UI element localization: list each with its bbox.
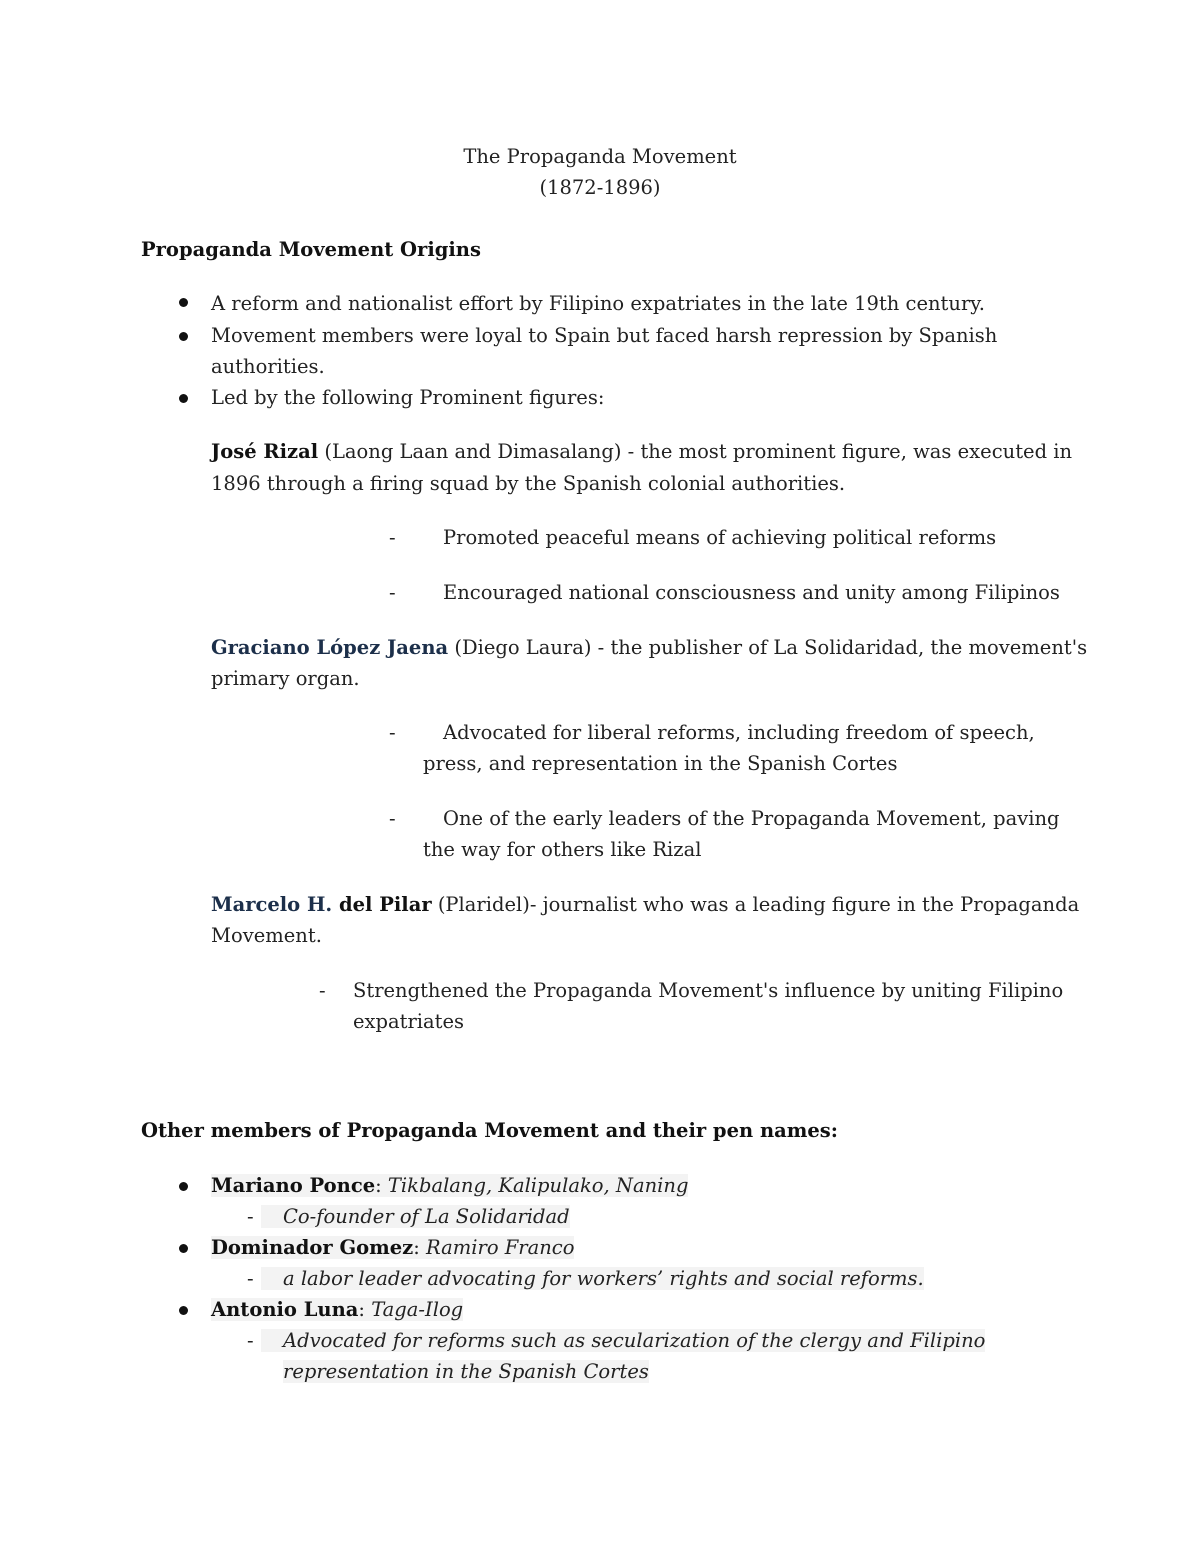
figure-jaena-line1 [211, 632, 1087, 663]
rizal-point-1: Promoted peaceful means of achieving political reforms [443, 526, 997, 549]
jaena-point-1: Advocated for liberal reforms, including freedom of speech, [443, 721, 1035, 744]
member-pen-names: Ramiro Franco [426, 1236, 575, 1259]
bullet-dot [179, 298, 188, 307]
member-note: Advocated for reforms such as secularization of the clergy and Filipino [261, 1325, 985, 1356]
member-name: Dominador Gomez [211, 1236, 414, 1259]
dash-marker: - [247, 1267, 254, 1290]
pilar-point-1: Strengthened the Propaganda Movement's influence by uniting Filipino [353, 979, 1064, 1002]
figure-jaena-name: Graciano López Jaena [211, 636, 449, 659]
section-heading-origins: Propaganda Movement Origins [141, 238, 481, 261]
dash-marker: - [389, 807, 396, 830]
rizal-point-2: Encouraged national consciousness and unity among Filipinos [443, 581, 1060, 604]
dash-marker: - [319, 979, 326, 1002]
origins-bullet-2: Movement members were loyal to Spain but faced harsh repression by Spanish [211, 324, 998, 347]
member-name: Mariano Ponce [211, 1174, 376, 1197]
pilar-point-1-cont: expatriates [353, 1010, 465, 1033]
dash-marker: - [247, 1329, 254, 1352]
dash-marker: - [389, 526, 396, 549]
figure-rizal-name: José Rizal [211, 440, 319, 463]
jaena-point-2-cont: the way for others like Rizal [423, 838, 702, 861]
member-sep: : [375, 1174, 388, 1197]
origins-bullet-3: Led by the following Prominent figures: [211, 386, 605, 409]
origins-bullet-1: A reform and nationalist effort by Filipino expatriates in the late 19th century. [211, 292, 985, 315]
member-note: Co-founder of La Solidaridad [261, 1201, 570, 1232]
dash-marker: - [389, 581, 396, 604]
figure-jaena-line2: primary organ. [211, 667, 360, 690]
bullet-dot [179, 1182, 188, 1191]
jaena-point-2: One of the early leaders of the Propaganda Movement, paving [443, 807, 1060, 830]
bullet-dot [179, 394, 188, 403]
member-pen-names: Tikbalang, Kalipulako, Naning [387, 1174, 689, 1197]
section-heading-other-members: Other members of Propaganda Movement and their pen names: [141, 1119, 838, 1142]
dash-marker: - [389, 721, 396, 744]
member-name: Antonio Luna [211, 1298, 359, 1321]
member-note: a labor leader advocating for workers’ rights and social reforms. [261, 1263, 924, 1294]
bullet-dot [179, 1306, 188, 1315]
figure-rizal-line2: 1896 through a firing squad by the Spanish colonial authorities. [211, 472, 846, 495]
member-sep: : [413, 1236, 427, 1259]
figure-pilar-desc: (Plaridel)- journalist who was a leading figure in the Propaganda [431, 893, 1080, 916]
document-title: The Propaganda Movement [463, 145, 737, 168]
document-years: (1872-1896) [539, 176, 661, 199]
figure-jaena-desc: (Diego Laura) - the publisher of La Solidaridad, the movement's [448, 636, 1088, 659]
dash-marker: - [247, 1205, 254, 1228]
jaena-point-1-cont: press, and representation in the Spanish Cortes [423, 752, 898, 775]
figure-pilar-name-1: Marcelo H. [211, 893, 333, 916]
figure-rizal-line1 [211, 436, 1072, 467]
member-pen-names: Taga-Ilog [371, 1298, 464, 1321]
member-item [211, 1232, 574, 1263]
member-sep: : [358, 1298, 372, 1321]
figure-pilar-line1 [211, 889, 1079, 920]
origins-bullet-2-cont: authorities. [211, 355, 325, 378]
member-note-cont: representation in the Spanish Cortes [283, 1360, 649, 1383]
member-item [211, 1170, 688, 1201]
bullet-dot [179, 1244, 188, 1253]
bullet-dot [179, 332, 188, 341]
figure-pilar-line2: Movement. [211, 924, 322, 947]
figure-pilar-name-2: del Pilar [332, 893, 432, 916]
figure-rizal-desc: (Laong Laan and Dimasalang) - the most prominent figure, was executed in [318, 440, 1073, 463]
member-item [211, 1294, 463, 1325]
